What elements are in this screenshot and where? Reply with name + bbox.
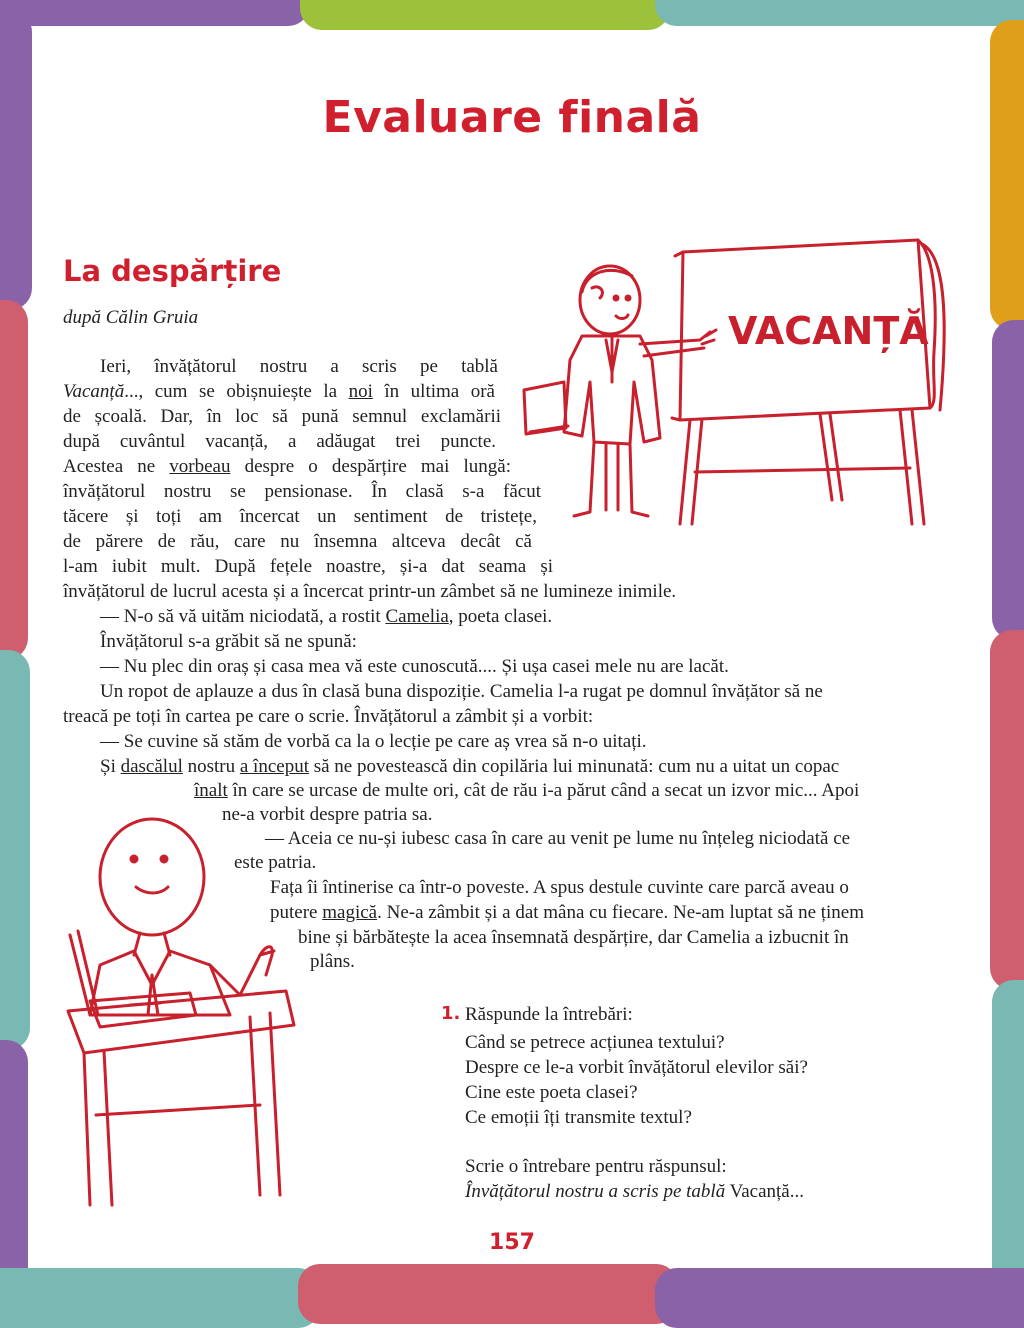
text-segment: treacă pe toți în cartea pe care o scrie. Învățătorul a zâmbit și a vorbit: (63, 706, 594, 727)
story-line (63, 505, 537, 529)
question: Când se petrece acțiunea textului? (465, 1032, 725, 1053)
teacher-desk-illustration (60, 815, 390, 1215)
story-line (63, 705, 593, 729)
text-segment: — N-o să vă uităm niciodată, a rostit (100, 606, 386, 627)
text-segment: ..., cum se obișnuiește la (124, 381, 349, 402)
text-segment: Ieri, învățătorul nostru a scris pe tablă (100, 356, 498, 377)
story-line (270, 901, 864, 925)
exercise-number: 1. (441, 1003, 461, 1024)
text-segment: — Aceia ce nu-și iubesc casa în care au venit pe lume nu înțeleg niciodată ce (265, 828, 851, 849)
text-segment: plâns. (310, 951, 355, 972)
text-segment: tăcere și toți am încercat un sentiment de tristețe, (63, 506, 537, 527)
board-word: VACANȚĂ (728, 309, 929, 353)
text-segment: Și (100, 756, 121, 777)
text-segment: învățătorul de lucrul acesta și a încercat printr-un zâmbet să ne lumineze inimile. (63, 581, 677, 602)
text-segment: despre o despărțire mai lungă: (230, 456, 511, 477)
underlined-word: a început (239, 756, 309, 777)
question: Cine este poeta clasei? (465, 1082, 638, 1103)
text-segment: l-am iubit mult. După fețele noastre, și-a dat seama și (63, 556, 553, 577)
text-segment: nostru (182, 756, 240, 777)
story-title: La despărțire (63, 254, 282, 288)
text-segment: Fața îi întinerise ca într-o poveste. A spus destule cuvinte care parcă aveau o (270, 877, 849, 898)
story-line (100, 630, 357, 654)
story-line (270, 876, 849, 900)
text-segment: să ne povestească din copilăria lui minunată: cum nu a uitat un copac (308, 756, 840, 777)
story-line (100, 605, 552, 629)
underlined-word: vorbeau (169, 456, 231, 477)
story-line (63, 380, 495, 404)
underlined-word: dascălul (120, 756, 183, 777)
text-segment: — Se cuvine să stăm de vorbă ca la o lecție pe care aș vrea să n-o uitați. (100, 731, 647, 752)
text-segment: bine și bărbătește la acea însemnată despărțire, dar Camelia a izbucnit în (298, 927, 849, 948)
story-line (310, 950, 355, 974)
italic-word: Vacanță (63, 381, 125, 402)
text-segment: Învățătorul s-a grăbit să ne spună: (100, 631, 357, 652)
question: Ce emoții îți transmite textul? (465, 1107, 692, 1128)
question: Despre ce le-a vorbit învățătorul elevilor săi? (465, 1057, 808, 1078)
story-line (63, 405, 501, 429)
text-segment: putere (270, 902, 323, 923)
answer-plain: Vacanță... (725, 1181, 804, 1202)
story-line (298, 926, 849, 950)
story-author: după Călin Gruia (63, 307, 199, 328)
answer-sentence (465, 1180, 804, 1204)
text-segment: — Nu plec din oraș și casa mea vă este cunoscută.... Și ușa casei mele nu are lacăt. (100, 656, 729, 677)
story-line (63, 430, 496, 454)
teacher-blackboard-illustration (520, 232, 970, 542)
story-line (100, 355, 498, 379)
story-line (100, 655, 729, 679)
exercise-instruction: Răspunde la întrebări: (465, 1004, 633, 1025)
text-segment: Acestea ne (63, 456, 170, 477)
text-segment: Un ropot de aplauze a dus în clasă buna dispoziție. Camelia l-a rugat pe domnul învățător să ne (100, 681, 823, 702)
page-title: Evaluare finală (322, 92, 702, 143)
text-segment: este patria. (234, 852, 317, 873)
write-prompt: Scrie o întrebare pentru răspunsul: (465, 1156, 727, 1177)
story-line (63, 455, 511, 479)
underlined-word: noi (348, 381, 373, 402)
text-segment: de părere de rău, care nu însemna altceva decât că (63, 531, 532, 552)
text-segment: ne-a vorbit despre patria sa. (222, 804, 433, 825)
text-segment: , poeta clasei. (448, 606, 553, 627)
underlined-word: înalt (194, 780, 228, 801)
text-segment: învățătorul nostru se pensionase. În clasă s-a făcut (63, 481, 541, 502)
story-line (194, 779, 859, 803)
story-line (63, 530, 532, 554)
underlined-word: Camelia (385, 606, 449, 627)
story-line (234, 851, 316, 875)
text-segment: de școală. Dar, în loc să pună semnul exclamării (63, 406, 501, 427)
story-line (63, 580, 676, 604)
story-line (63, 480, 541, 504)
story-line (100, 680, 823, 704)
story-line (63, 555, 553, 579)
text-segment: după cuvântul vacanță, a adăugat trei puncte. (63, 431, 496, 452)
text-segment: . Ne-a zâmbit și a dat mâna cu fiecare. Ne-am luptat să ne ținem (377, 902, 865, 923)
story-line (222, 803, 433, 827)
text-segment: în care se urcase de multe ori, cât de rău i-a părut când a secat un izvor mic... Apoi (227, 780, 860, 801)
page-number: 157 (489, 1230, 535, 1255)
story-line (100, 730, 647, 754)
text-segment: în ultima oră (372, 381, 495, 402)
story-line (265, 827, 850, 851)
underlined-word: magică (322, 902, 378, 923)
story-line (100, 755, 839, 779)
answer-italic: Învățătorul nostru a scris pe tablă (465, 1181, 726, 1202)
